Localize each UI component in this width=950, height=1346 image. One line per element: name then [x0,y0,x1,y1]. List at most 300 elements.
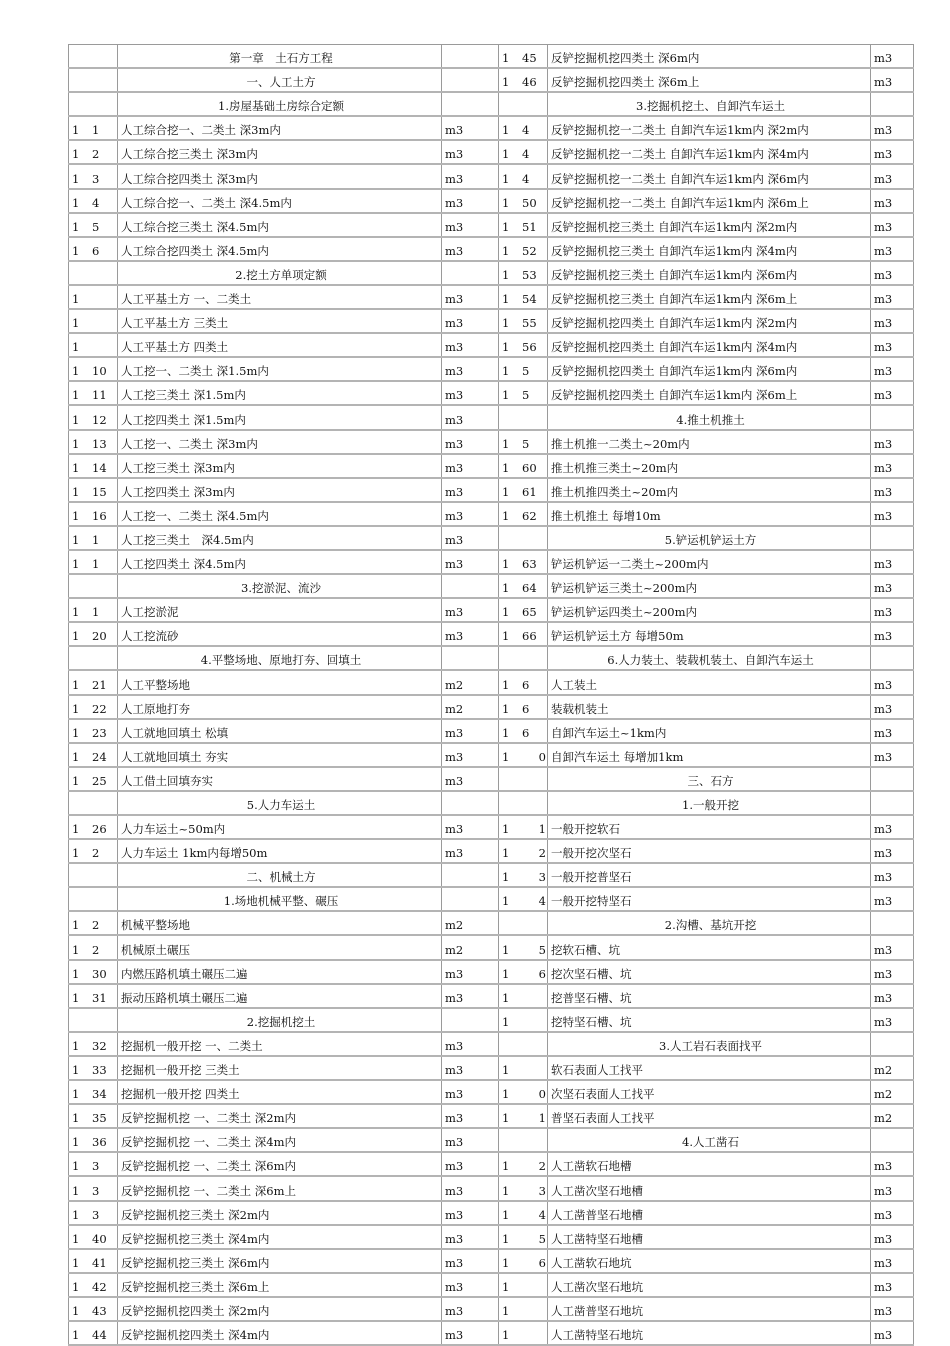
right-name-cell: 反铲挖掘机挖四类土 自卸汽车运1km内 深4m内 [548,333,871,357]
table-row [69,261,914,285]
code-number: 23 [92,725,107,740]
right-code-cell [499,1104,548,1128]
code-number: 24 [92,749,107,764]
left-code-cell [69,381,118,405]
code-chapter: 1 [72,918,80,933]
code-chapter: 1 [502,629,510,644]
left-name-cell: 人工平整场地 [118,670,442,694]
left-code-cell [69,1273,118,1297]
code-chapter: 1 [502,340,510,355]
right-code-cell [499,815,548,839]
table-row [69,1249,914,1273]
left-code-cell [69,984,118,1008]
code-number: 4 [522,171,530,186]
code-chapter: 1 [72,219,80,234]
left-code-cell [69,1176,118,1200]
code-number: 12 [92,412,107,427]
code-number: 52 [522,243,537,258]
left-section-heading: 第一章 土石方工程 [118,45,442,69]
table-row [69,1104,914,1128]
left-unit-cell: m3 [442,140,499,164]
right-name-cell: 自卸汽车运土 每增加1km [548,743,871,767]
left-unit-cell: m3 [442,1176,499,1200]
left-name-cell: 反铲挖掘机挖四类土 深2m内 [118,1297,442,1321]
code-number: 4 [522,147,530,162]
table-row [69,791,914,815]
right-name-cell: 反铲挖掘机挖四类土 自卸汽车运1km内 深6m内 [548,357,871,381]
table-row [69,1201,914,1225]
code-chapter: 1 [502,1159,510,1174]
left-code-cell [69,622,118,646]
code-number: 6 [538,966,546,981]
code-chapter: 1 [72,484,80,499]
left-code-cell [69,550,118,574]
code-chapter: 1 [72,1111,80,1126]
right-section-heading: 三、石方 [548,767,871,791]
left-code-cell [69,887,118,911]
left-unit-cell: m3 [442,164,499,188]
left-name-cell: 人工挖淤泥 [118,598,442,622]
code-chapter: 1 [502,75,510,90]
code-number: 4 [92,195,100,210]
code-number: 6 [522,725,530,740]
code-number: 3 [92,1183,100,1198]
left-code-cell [69,1008,118,1032]
right-code-cell [499,1273,548,1297]
right-name-cell: 人工凿软石地槽 [548,1152,871,1176]
left-unit-cell: m3 [442,1225,499,1249]
right-name-cell: 人工凿软石地坑 [548,1249,871,1273]
quota-table-body [69,45,914,1346]
code-chapter: 1 [72,749,80,764]
table-row [69,695,914,719]
right-unit-cell [871,911,914,935]
code-chapter: 1 [502,171,510,186]
left-name-cell: 人工平基土方 三类土 [118,309,442,333]
right-code-cell [499,140,548,164]
right-name-cell: 推土机推一二类土~20m内 [548,430,871,454]
table-row [69,767,914,791]
left-code-cell [69,935,118,959]
left-code-cell [69,719,118,743]
left-name-cell: 人工平基土方 四类土 [118,333,442,357]
right-unit-cell: m3 [871,622,914,646]
table-row [69,333,914,357]
left-unit-cell: m3 [442,1249,499,1273]
right-section-heading: 4.推土机推土 [548,405,871,429]
right-unit-cell: m3 [871,839,914,863]
code-number: 1 [92,557,100,572]
code-chapter: 1 [72,340,80,355]
code-chapter: 1 [72,701,80,716]
table-row [69,1176,914,1200]
left-code-cell [69,598,118,622]
left-code-cell [69,405,118,429]
right-unit-cell: m3 [871,1273,914,1297]
right-code-cell [499,45,548,69]
code-chapter: 1 [502,846,510,861]
right-unit-cell: m3 [871,550,914,574]
code-chapter: 1 [502,990,510,1005]
left-section-heading: 1.场地机械平整、碾压 [118,887,442,911]
left-unit-cell: m2 [442,695,499,719]
left-name-cell: 人工挖三类土 深4.5m内 [118,526,442,550]
right-unit-cell: m3 [871,960,914,984]
code-chapter: 1 [502,870,510,885]
right-name-cell: 一般开挖特坚石 [548,887,871,911]
right-name-cell: 人工凿次坚石地槽 [548,1176,871,1200]
right-unit-cell: m3 [871,670,914,694]
left-unit-cell: m3 [442,1321,499,1345]
code-number: 3 [92,1159,100,1174]
left-name-cell: 人工原地打夯 [118,695,442,719]
left-code-cell [69,68,118,92]
left-unit-cell: m3 [442,1201,499,1225]
code-chapter: 1 [502,1279,510,1294]
code-number: 16 [92,508,107,523]
table-row [69,1128,914,1152]
right-unit-cell: m3 [871,1249,914,1273]
left-section-heading: 2.挖掘机挖土 [118,1008,442,1032]
right-section-heading: 6.人力装土、装载机装土、自卸汽车运土 [548,646,871,670]
right-section-heading: 3.挖掘机挖土、自卸汽车运土 [548,92,871,116]
code-number: 43 [92,1303,107,1318]
right-unit-cell [871,791,914,815]
table-row [69,1152,914,1176]
right-name-cell: 反铲挖掘机挖一二类土 自卸汽车运1km内 深4m内 [548,140,871,164]
left-unit-cell: m3 [442,309,499,333]
left-name-cell: 人工挖一、二类土 深1.5m内 [118,357,442,381]
left-unit-cell: m3 [442,381,499,405]
right-code-cell [499,164,548,188]
code-chapter: 1 [502,1255,510,1270]
right-code-cell [499,454,548,478]
code-number: 14 [92,460,107,475]
code-chapter: 1 [72,436,80,451]
left-unit-cell: m3 [442,213,499,237]
left-code-cell [69,1152,118,1176]
code-chapter: 1 [72,1231,80,1246]
code-chapter: 1 [502,388,510,403]
left-name-cell: 人工综合挖四类土 深4.5m内 [118,237,442,261]
right-unit-cell: m3 [871,309,914,333]
right-code-cell [499,1321,548,1345]
right-unit-cell: m3 [871,1176,914,1200]
left-name-cell: 人工综合挖三类土 深4.5m内 [118,213,442,237]
right-code-cell [499,381,548,405]
right-unit-cell: m3 [871,935,914,959]
table-row [69,911,914,935]
left-code-cell [69,767,118,791]
code-chapter: 1 [502,749,510,764]
right-code-cell [499,887,548,911]
code-number: 65 [522,605,537,620]
table-row [69,1032,914,1056]
code-number: 4 [538,1207,546,1222]
left-unit-cell: m3 [442,743,499,767]
left-unit-cell: m3 [442,189,499,213]
left-name-cell: 人工挖一、二类土 深3m内 [118,430,442,454]
table-row [69,1225,914,1249]
code-number: 5 [538,942,546,957]
left-code-cell [69,430,118,454]
code-chapter: 1 [502,677,510,692]
code-number: 53 [522,267,537,282]
table-row [69,92,914,116]
right-name-cell: 普坚石表面人工找平 [548,1104,871,1128]
code-number: 34 [92,1087,107,1102]
left-unit-cell: m3 [442,454,499,478]
code-number: 0 [538,749,546,764]
code-number: 5 [522,388,530,403]
left-code-cell [69,92,118,116]
left-section-heading: 5.人力车运土 [118,791,442,815]
right-unit-cell: m3 [871,261,914,285]
right-unit-cell: m3 [871,1008,914,1032]
code-number: 54 [522,292,537,307]
right-name-cell: 人工凿特坚石地坑 [548,1321,871,1345]
right-code-cell [499,935,548,959]
left-unit-cell: m2 [442,670,499,694]
code-chapter: 1 [72,316,80,331]
table-row [69,405,914,429]
right-name-cell: 人工凿次坚石地坑 [548,1273,871,1297]
right-unit-cell: m3 [871,719,914,743]
left-code-cell [69,454,118,478]
right-code-cell [499,1032,548,1056]
left-name-cell: 反铲挖掘机挖 一、二类土 深6m内 [118,1152,442,1176]
right-code-cell [499,695,548,719]
left-name-cell: 机械原土碾压 [118,935,442,959]
left-unit-cell: m3 [442,984,499,1008]
right-code-cell [499,550,548,574]
right-code-cell [499,767,548,791]
left-unit-cell: m3 [442,526,499,550]
code-chapter: 1 [72,195,80,210]
right-unit-cell: m3 [871,478,914,502]
left-code-cell [69,116,118,140]
right-name-cell: 反铲挖掘机挖一二类土 自卸汽车运1km内 深6m上 [548,189,871,213]
table-row [69,502,914,526]
left-name-cell: 人工综合挖四类土 深3m内 [118,164,442,188]
code-number: 20 [92,629,107,644]
code-number: 21 [92,677,107,692]
code-chapter: 1 [72,966,80,981]
right-unit-cell: m3 [871,140,914,164]
left-name-cell: 人工综合挖一、二类土 深3m内 [118,116,442,140]
table-row [69,622,914,646]
right-code-cell [499,261,548,285]
left-code-cell [69,1128,118,1152]
table-row [69,743,914,767]
left-code-cell [69,815,118,839]
right-section-heading: 3.人工岩石表面找平 [548,1032,871,1056]
right-code-cell [499,863,548,887]
left-unit-cell: m3 [442,839,499,863]
left-section-heading: 二、机械土方 [118,863,442,887]
left-code-cell [69,960,118,984]
code-number: 3 [538,870,546,885]
right-unit-cell: m2 [871,1080,914,1104]
code-number: 2 [92,147,100,162]
right-code-cell [499,526,548,550]
right-name-cell: 反铲挖掘机挖三类土 自卸汽车运1km内 深2m内 [548,213,871,237]
right-code-cell [499,502,548,526]
right-name-cell: 铲运机铲运三类土~200m内 [548,574,871,598]
left-code-cell [69,574,118,598]
code-chapter: 1 [502,557,510,572]
table-row [69,1297,914,1321]
left-unit-cell: m2 [442,911,499,935]
code-chapter: 1 [72,171,80,186]
right-name-cell: 次坚石表面人工找平 [548,1080,871,1104]
right-unit-cell: m3 [871,381,914,405]
left-code-cell [69,839,118,863]
right-unit-cell: m3 [871,164,914,188]
code-number: 35 [92,1111,107,1126]
right-code-cell [499,1249,548,1273]
left-unit-cell [442,574,499,598]
code-number: 3 [92,1207,100,1222]
right-name-cell: 推土机推四类土~20m内 [548,478,871,502]
table-row [69,719,914,743]
right-unit-cell: m3 [871,887,914,911]
code-chapter: 1 [502,243,510,258]
right-unit-cell: m3 [871,333,914,357]
right-code-cell [499,1225,548,1249]
left-name-cell: 人力车运土~50m内 [118,815,442,839]
left-code-cell [69,791,118,815]
code-chapter: 1 [502,508,510,523]
code-chapter: 1 [502,51,510,66]
left-name-cell: 内燃压路机填土碾压二遍 [118,960,442,984]
code-chapter: 1 [72,990,80,1005]
left-section-heading: 1.房屋基础土房综合定额 [118,92,442,116]
right-code-cell [499,1080,548,1104]
left-code-cell [69,1249,118,1273]
left-unit-cell [442,863,499,887]
code-chapter: 1 [502,195,510,210]
table-row [69,574,914,598]
right-name-cell: 反铲挖掘机挖四类土 自卸汽车运1km内 深2m内 [548,309,871,333]
code-number: 5 [522,364,530,379]
code-chapter: 1 [72,1207,80,1222]
left-unit-cell: m3 [442,1152,499,1176]
code-number: 6 [538,1255,546,1270]
left-name-cell: 挖掘机一般开挖 一、二类土 [118,1032,442,1056]
left-unit-cell: m3 [442,719,499,743]
right-code-cell [499,1056,548,1080]
code-number: 64 [522,581,537,596]
code-number: 41 [92,1255,107,1270]
right-code-cell [499,357,548,381]
left-name-cell: 机械平整场地 [118,911,442,935]
code-chapter: 1 [502,1231,510,1246]
right-unit-cell: m3 [871,454,914,478]
code-chapter: 1 [72,1063,80,1078]
left-name-cell: 人工平基土方 一、二类土 [118,285,442,309]
code-number: 2 [92,846,100,861]
table-row [69,984,914,1008]
left-name-cell: 人工挖四类土 深1.5m内 [118,405,442,429]
code-chapter: 1 [72,1087,80,1102]
left-unit-cell: m3 [442,622,499,646]
code-number: 51 [522,219,537,234]
right-code-cell [499,1176,548,1200]
code-number: 6 [522,677,530,692]
code-chapter: 1 [72,364,80,379]
right-name-cell: 反铲挖掘机挖四类土 自卸汽车运1km内 深6m上 [548,381,871,405]
code-number: 25 [92,773,107,788]
code-chapter: 1 [72,532,80,547]
right-name-cell: 自卸汽车运土~1km内 [548,719,871,743]
code-chapter: 1 [502,1111,510,1126]
right-name-cell: 铲运机铲运四类土~200m内 [548,598,871,622]
left-code-cell [69,1225,118,1249]
left-unit-cell: m3 [442,237,499,261]
table-row [69,237,914,261]
table-row [69,887,914,911]
table-row [69,430,914,454]
table-row [69,1056,914,1080]
right-name-cell: 一般开挖普坚石 [548,863,871,887]
code-number: 55 [522,316,537,331]
right-code-cell [499,670,548,694]
right-unit-cell: m3 [871,695,914,719]
right-name-cell: 一般开挖软石 [548,815,871,839]
table-row [69,1321,914,1345]
right-name-cell: 装载机装土 [548,695,871,719]
code-number: 1 [92,123,100,138]
right-unit-cell [871,1032,914,1056]
code-number: 4 [522,123,530,138]
left-unit-cell: m3 [442,357,499,381]
table-row [69,357,914,381]
table-row [69,935,914,959]
left-code-cell [69,237,118,261]
code-chapter: 1 [502,581,510,596]
left-unit-cell: m3 [442,1032,499,1056]
right-unit-cell [871,1128,914,1152]
left-code-cell [69,45,118,69]
right-code-cell [499,309,548,333]
left-unit-cell [442,68,499,92]
code-chapter: 1 [502,316,510,331]
code-chapter: 1 [72,677,80,692]
left-name-cell: 反铲挖掘机挖三类土 深6m内 [118,1249,442,1273]
table-row [69,863,914,887]
right-unit-cell [871,92,914,116]
left-unit-cell [442,887,499,911]
left-unit-cell: m3 [442,430,499,454]
right-name-cell: 推土机推土 每增10m [548,502,871,526]
table-row [69,598,914,622]
right-unit-cell: m2 [871,1056,914,1080]
code-number: 10 [92,364,107,379]
right-unit-cell: m2 [871,1104,914,1128]
left-unit-cell: m3 [442,478,499,502]
left-unit-cell: m3 [442,1056,499,1080]
right-code-cell [499,743,548,767]
right-unit-cell [871,646,914,670]
right-unit-cell [871,526,914,550]
code-chapter: 1 [502,267,510,282]
code-chapter: 1 [72,629,80,644]
code-chapter: 1 [502,701,510,716]
code-chapter: 1 [502,1328,510,1343]
left-unit-cell: m3 [442,767,499,791]
right-code-cell [499,430,548,454]
